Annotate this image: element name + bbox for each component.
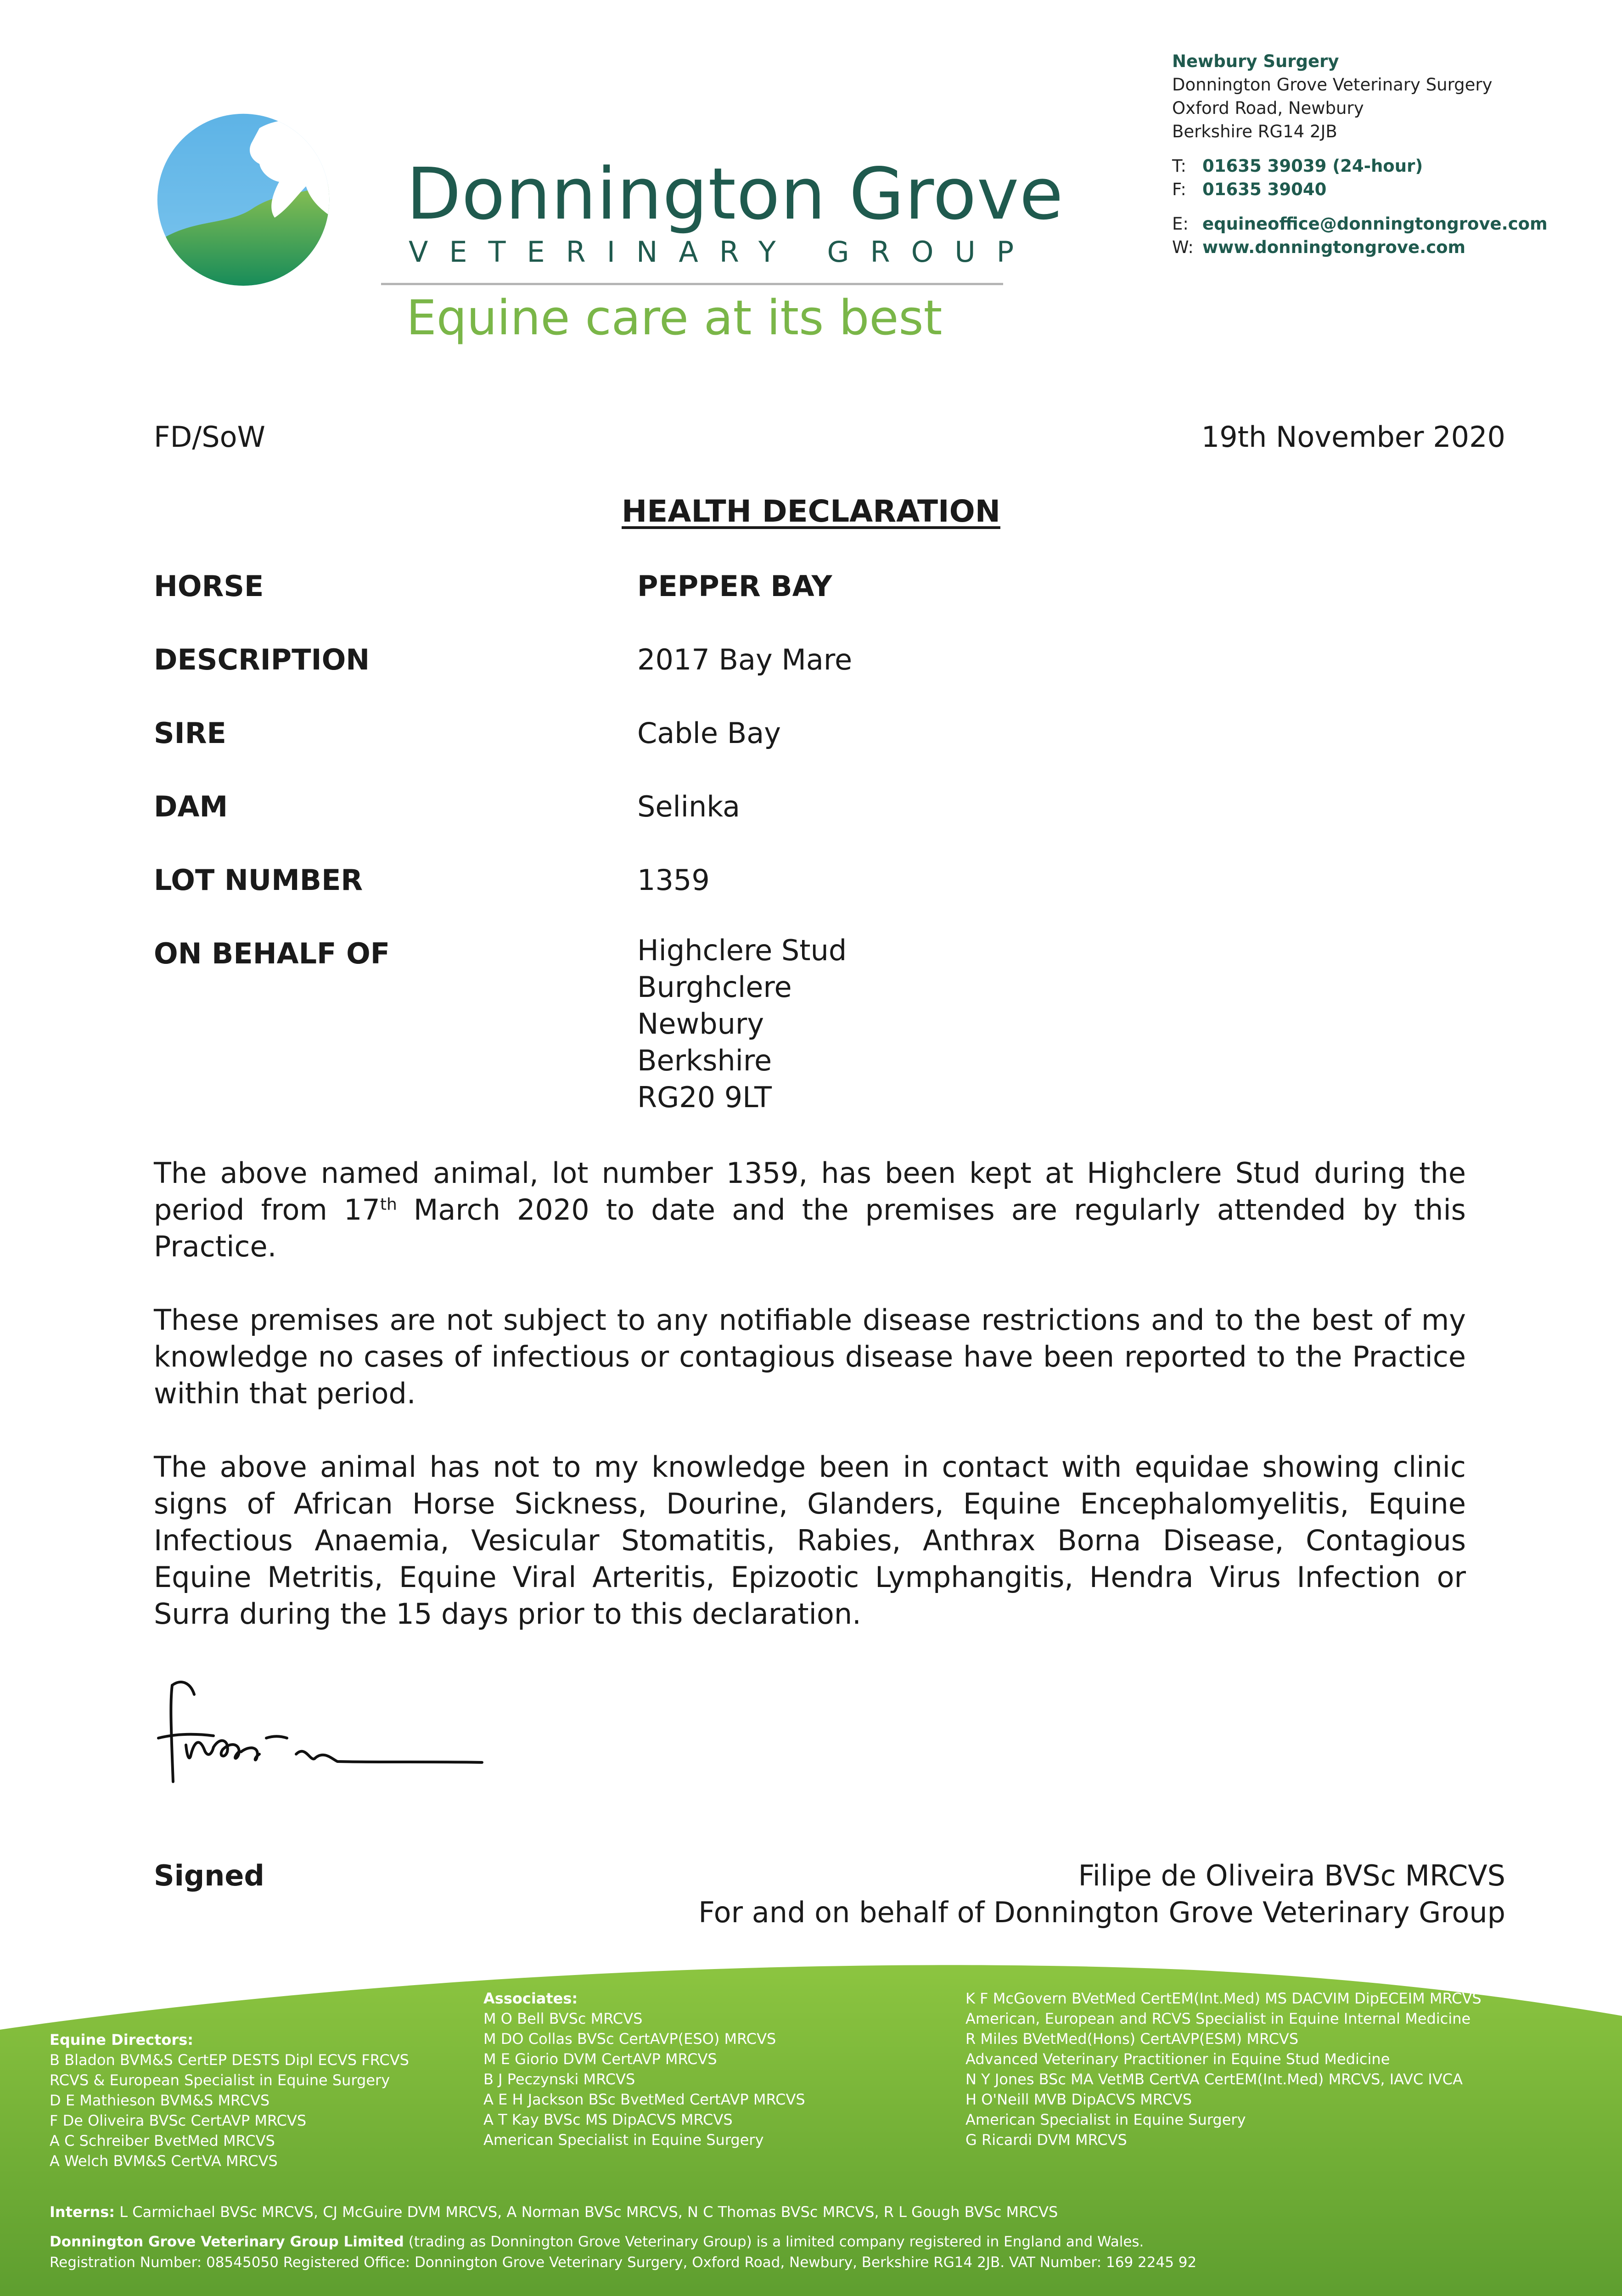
- footer-interns: [50, 2202, 1058, 2222]
- signer-name: Filipe de Oliveira BVSc MRCVS: [1078, 1859, 1505, 1892]
- paragraph-contact-declaration: The above animal has not to my knowledge been in contact with equidae showing clinic signs of African Horse Sickness, Dourine, Glanders, Equine Encephalomyelitis, Equine Infectious Anaemia, Vesicular Stomatitis, Rabies, Anthrax Borna Disease, Contagious Equine Metritis, Equine Viral Arteritis, Epizootic Lymphangitis, Hendra Virus Infection or Surra during the 15 days prior to this declaration.: [154, 1450, 1466, 1631]
- lot-number-label: LOT NUMBER: [154, 863, 363, 897]
- footer-specialists: [965, 1988, 1482, 2150]
- director-entry: A Welch BVM&S CertVA MRCVS: [50, 2152, 278, 2170]
- paragraph-disease-restrictions: These premises are not subject to any notifiable disease restrictions and to the best of my knowledge no cases of infectious or contagious disease have been reported to the Practice within that period.: [154, 1303, 1466, 1410]
- director-entry: A C Schreiber BvetMed MRCVS: [50, 2132, 275, 2150]
- associate-entry: M DO Collas BVSc CertAVP(ESO) MRCVS: [483, 2030, 776, 2048]
- on-behalf-address: [637, 932, 847, 1116]
- associate-entry: M E Giorio DVM CertAVP MRCVS: [483, 2050, 717, 2068]
- email: E: equineoffice@donningtongrove.com: [1172, 214, 1548, 234]
- director-entry: D E Mathieson BVM&S MRCVS: [50, 2092, 270, 2109]
- paragraph-premises-history: The above named animal, lot number 1359, has been kept at Highclere Stud during the period from 17th March 2020 to date and the premises are regularly attended by this Practice.: [154, 1156, 1466, 1263]
- website: W: www.donningtongrove.com: [1172, 237, 1466, 257]
- director-entry: B Bladon BVM&S CertEP DESTS Dipl ECVS FRCVS: [50, 2051, 409, 2069]
- sire-label: SIRE: [154, 716, 226, 750]
- document-title: HEALTH DECLARATION: [622, 494, 1000, 529]
- address-line: Berkshire: [637, 1044, 772, 1077]
- brand-divider: [381, 283, 1003, 285]
- signer-organisation: For and on behalf of Donnington Grove Veterinary Group: [698, 1896, 1505, 1929]
- horse-value: PEPPER BAY: [637, 569, 832, 603]
- dam-value: Selinka: [637, 790, 741, 823]
- specialist-entry: H O'Neill MVB DipACVS MRCVS: [965, 2091, 1192, 2108]
- website-link[interactable]: www.donningtongrove.com: [1202, 237, 1466, 257]
- specialist-entry: Advanced Veterinary Practitioner in Equine Stud Medicine: [965, 2050, 1390, 2068]
- associates-heading: Associates:: [483, 1990, 578, 2007]
- description-label: DESCRIPTION: [154, 643, 370, 676]
- brand-subtitle: VETERINARY GROUP: [409, 235, 1035, 269]
- fax: F: 01635 39040: [1172, 180, 1327, 199]
- logo-horse-icon: [154, 110, 333, 289]
- specialist-entry: American Specialist in Equine Surgery: [965, 2111, 1246, 2128]
- address-line: RG20 9LT: [637, 1080, 772, 1114]
- description-value: 2017 Bay Mare: [637, 643, 853, 676]
- brand-name: Donnington Grove: [406, 152, 1064, 236]
- director-entry: F De Oliveira BVSc CertAVP MRCVS: [50, 2112, 307, 2129]
- directors-heading: Equine Directors:: [50, 2031, 194, 2048]
- document-date: 19th November 2020: [1201, 420, 1505, 454]
- associate-entry: M O Bell BVSc MRCVS: [483, 2010, 643, 2027]
- address-line: Oxford Road, Newbury: [1172, 98, 1364, 118]
- horse-label: HORSE: [154, 569, 264, 603]
- associate-entry: A T Kay BVSc MS DipACVS MRCVS: [483, 2111, 733, 2128]
- footer-associates: [483, 1988, 805, 2150]
- surgery-name: Newbury Surgery: [1172, 51, 1339, 71]
- signature-image: [154, 1676, 484, 1791]
- interns-list: L Carmichael BVSc MRCVS, CJ McGuire DVM MRCVS, A Norman BVSc MRCVS, N C Thomas BVSc MRCVS, R L Gough BVSc MRCVS: [115, 2203, 1058, 2221]
- footer-directors: [50, 2030, 409, 2171]
- address-line: Berkshire RG14 2JB: [1172, 122, 1337, 141]
- address-line: Newbury: [637, 1007, 764, 1041]
- dam-label: DAM: [154, 790, 228, 823]
- contact-block: [1172, 50, 1548, 259]
- director-entry: RCVS & European Specialist in Equine Surgery: [50, 2071, 390, 2089]
- specialist-entry: K F McGovern BVetMed CertEM(Int.Med) MS DACVIM DipECEIM MRCVS: [965, 1990, 1482, 2007]
- telephone: T: 01635 39039 (24-hour): [1172, 156, 1423, 176]
- email-link[interactable]: equineoffice@donningtongrove.com: [1202, 214, 1548, 234]
- specialist-entry: American, European and RCVS Specialist in Equine Internal Medicine: [965, 2010, 1471, 2027]
- on-behalf-label: ON BEHALF OF: [154, 937, 390, 970]
- associate-entry: A E H Jackson BSc BvetMed CertAVP MRCVS: [483, 2091, 805, 2108]
- interns-heading: Interns:: [50, 2203, 115, 2221]
- specialist-entry: R Miles BVetMed(Hons) CertAVP(ESM) MRCVS: [965, 2030, 1299, 2048]
- company-text: (trading as Donnington Grove Veterinary Group) is a limited company registered in England and Wales.: [404, 2234, 1144, 2250]
- specialist-entry: N Y Jones BSc MA VetMB CertVA CertEM(Int.Med) MRCVS, IAVC IVCA: [965, 2071, 1463, 2088]
- sire-value: Cable Bay: [637, 716, 781, 750]
- company-name: Donnington Grove Veterinary Group Limited: [50, 2234, 404, 2250]
- specialist-entry: G Ricardi DVM MRCVS: [965, 2131, 1127, 2149]
- registration-details: Registration Number: 08545050 Registered Office: Donnington Grove Veterinary Surgery, Oxford Road, Newbury, Berkshire RG14 2JB. VAT Number: 169 2245 92: [50, 2254, 1197, 2271]
- address-line: Donnington Grove Veterinary Surgery: [1172, 75, 1493, 95]
- associate-entry: B J Peczynski MRCVS: [483, 2071, 635, 2088]
- footer-legal: [50, 2232, 1196, 2273]
- brand-tagline: Equine care at its best: [406, 290, 943, 346]
- associate-entry: American Specialist in Equine Surgery: [483, 2131, 764, 2149]
- lot-number-value: 1359: [637, 863, 710, 897]
- address-line: Burghclere: [637, 970, 792, 1004]
- document-reference: FD/SoW: [154, 420, 265, 454]
- address-line: Highclere Stud: [637, 934, 847, 967]
- signed-label: Signed: [154, 1859, 264, 1892]
